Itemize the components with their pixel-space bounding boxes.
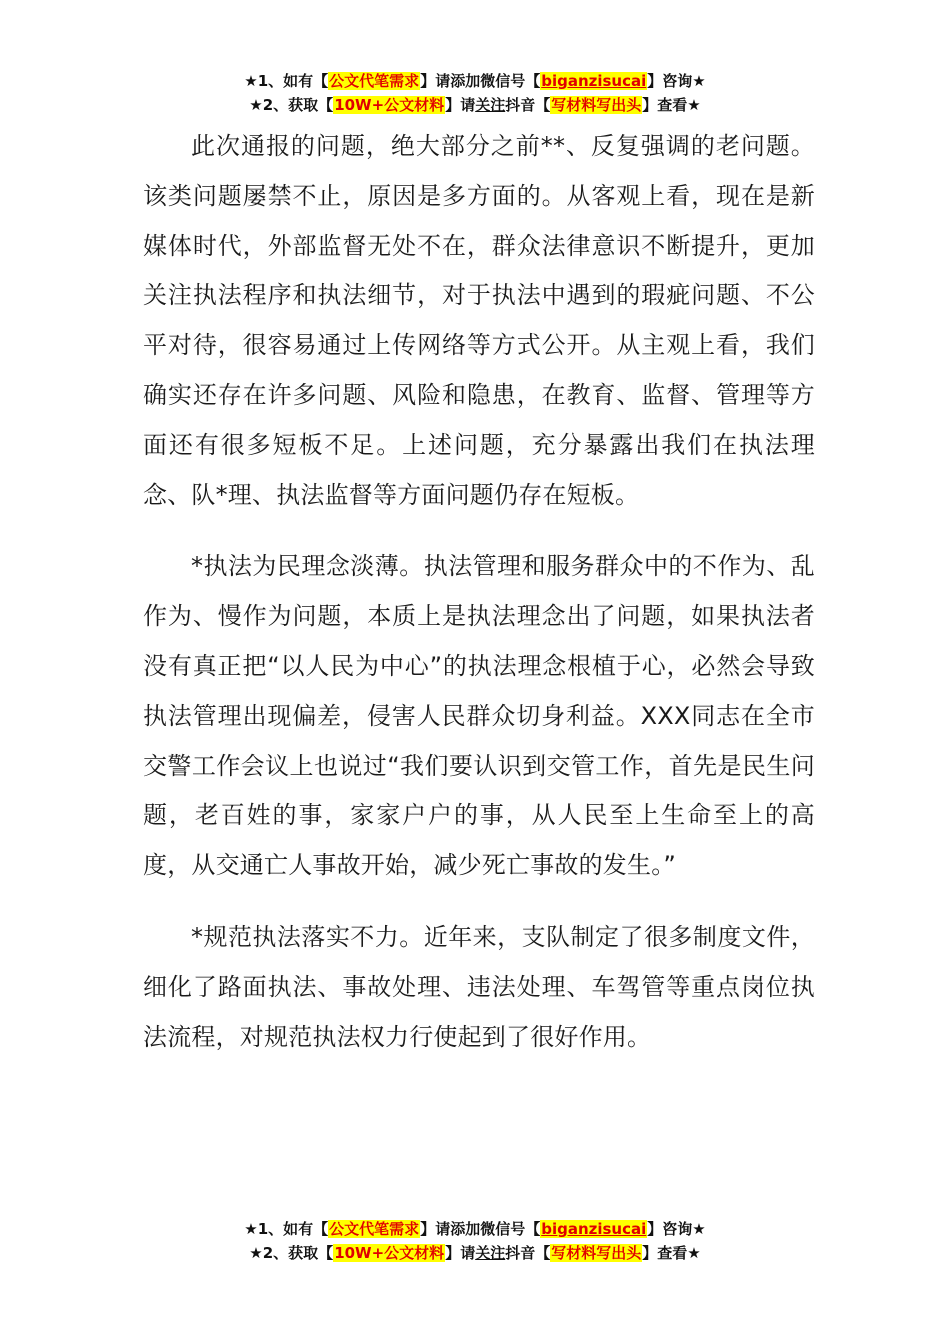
header-banner <box>0 69 950 117</box>
wechat-id-link[interactable]: biganzisucai <box>541 72 647 90</box>
footer-banner <box>0 1217 950 1265</box>
paragraph-2: *执法为民理念淡薄。执法管理和服务群众中的不作为、乱作为、慢作为问题，本质上是执法理念出了问题，如果执法者没有真正把“以人民为中心”的执法理念根植于心，必然会导致执法管理出现偏差，侵害人民群众切身利益。XXX同志在全市交警工作会议上也说过“我们要认识到交管工作，首先是民生问题，老百姓的事，家家户户的事，从人民至上生命至上的高度，从交通亡人事故开始，减少死亡事故的发生。” <box>143 552 815 880</box>
follow-link[interactable]: 关注 <box>475 96 506 114</box>
highlight-materials: 10W+公文材料 <box>334 96 445 114</box>
paragraph-1: 此次通报的问题，绝大部分之前**、反复强调的老问题。该类问题屡禁不止，原因是多方面的。从客观上看，现在是新媒体时代，外部监督无处不在，群众法律意识不断提升，更加关注执法程序和执法细节，对于执法中遇到的瑕疵问题、不公平对待，很容易通过上传网络等方式公开。从主观上看，我们确实还存在许多问题、风险和隐患，在教育、监督、管理等方面还有很多短板不足。上述问题，充分暴露出我们在执法理念、队*理、执法监督等方面问题仍存在短板。 <box>143 132 815 509</box>
paragraph-gap <box>143 520 815 542</box>
document-body <box>143 122 815 1062</box>
paragraph-3: *规范执法落实不力。近年来，支队制定了很多制度文件，细化了路面执法、事故处理、违法处理、车驾管等重点岗位执法流程，对规范执法权力行使起到了很好作用。 <box>143 922 815 1051</box>
banner-line-2: ★2、获取【10W+公文材料】请关注抖音【写材料写出头】查看★ <box>249 1244 701 1262</box>
highlight-materials: 10W+公文材料 <box>334 1244 445 1262</box>
highlight-douyin: 写材料写出头 <box>551 1244 642 1262</box>
paragraph-gap <box>143 891 815 913</box>
wechat-id-link[interactable]: biganzisucai <box>541 1220 647 1238</box>
banner-line-2: ★2、获取【10W+公文材料】请关注抖音【写材料写出头】查看★ <box>249 96 701 114</box>
banner-line-1: ★1、如有【公文代笔需求】请添加微信号【biganzisucai】咨询★ <box>244 1220 706 1238</box>
banner-line-1: ★1、如有【公文代笔需求】请添加微信号【biganzisucai】咨询★ <box>244 72 706 90</box>
follow-link[interactable]: 关注 <box>475 1244 506 1262</box>
highlight-service: 公文代笔需求 <box>329 72 420 90</box>
highlight-douyin: 写材料写出头 <box>551 96 642 114</box>
highlight-service: 公文代笔需求 <box>329 1220 420 1238</box>
